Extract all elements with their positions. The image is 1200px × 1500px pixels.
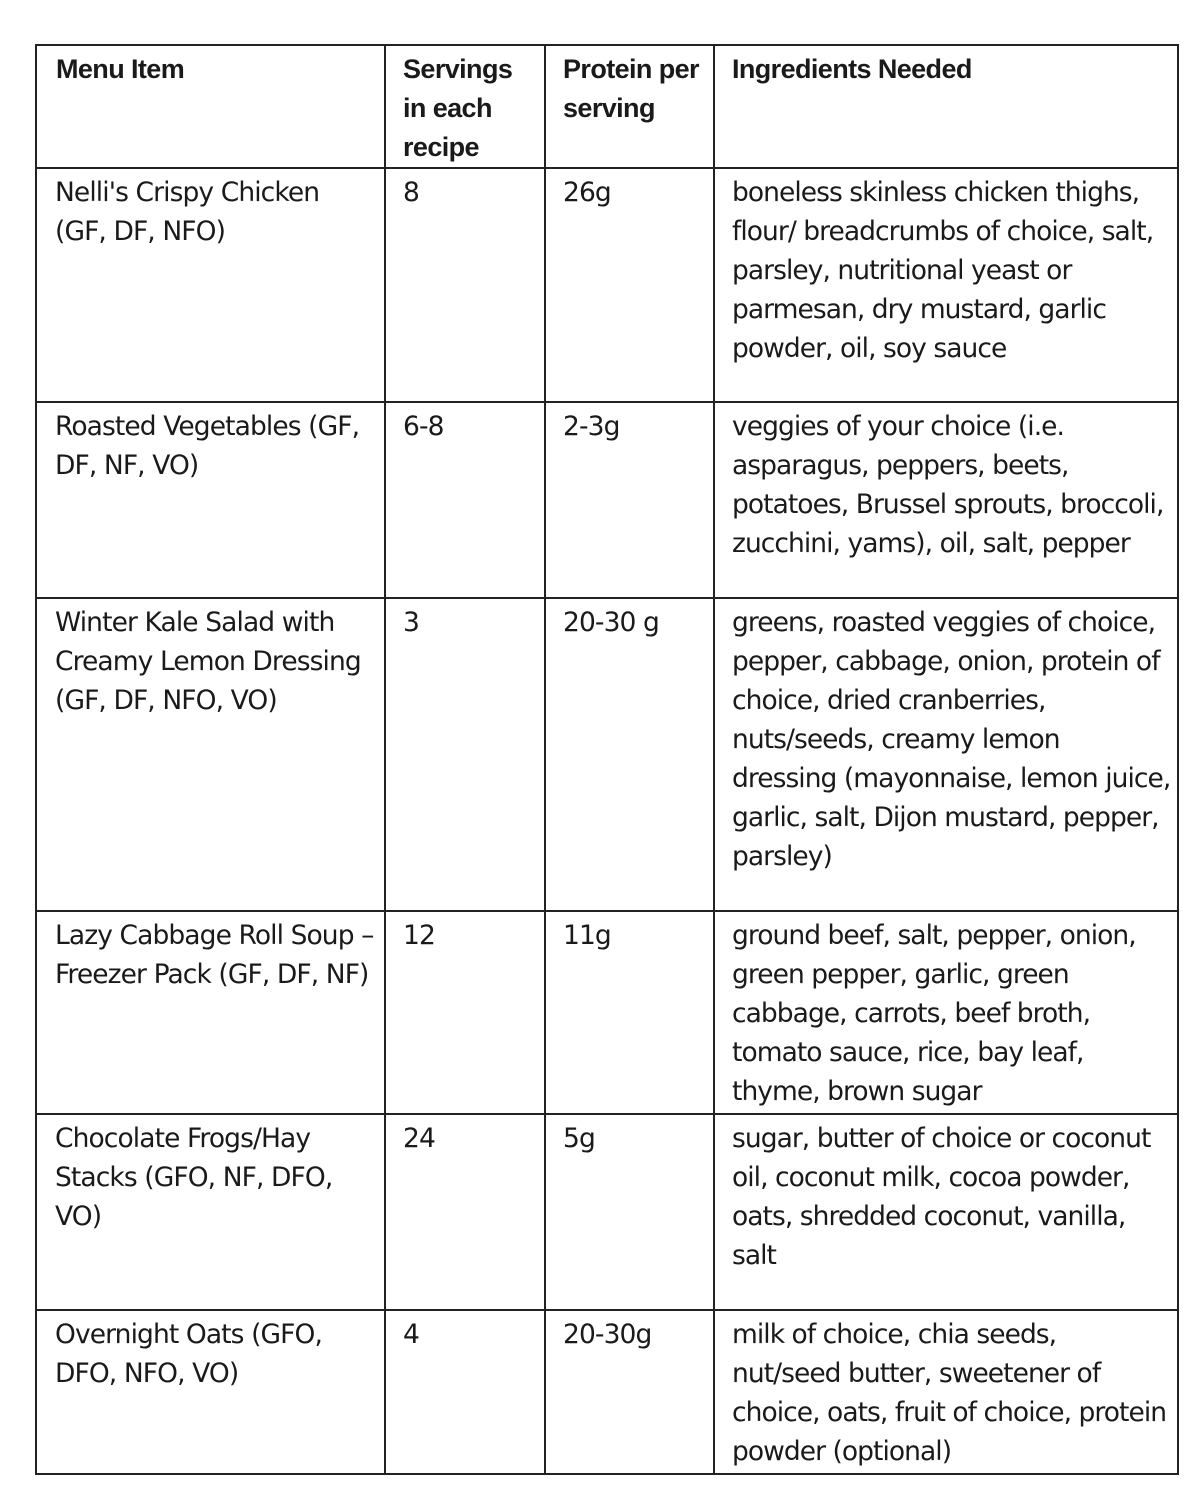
header-ingredients: Ingredients Needed: [714, 45, 1178, 168]
servings-cell: 12: [385, 911, 545, 1114]
table-row: [36, 1310, 1178, 1474]
ingredients-cell: boneless skinless chicken thighs, flour/ breadcrumbs of choice, salt, parsley, nutritional yeast or parmesan, dry mustard, garlic powder, oil, soy sauce: [714, 168, 1178, 402]
table-row: [36, 1114, 1178, 1310]
menu-item-cell: Nelli's Crispy Chicken (GF, DF, NFO): [36, 168, 385, 402]
ingredients-cell: ground beef, salt, pepper, onion, green pepper, garlic, green cabbage, carrots, beef broth, tomato sauce, rice, bay leaf, thyme, brown sugar: [714, 911, 1178, 1114]
menu-item-cell: Chocolate Frogs/Hay Stacks (GFO, NF, DFO, VO): [36, 1114, 385, 1310]
protein-cell: 2-3g: [545, 402, 714, 598]
header-row: [36, 45, 1178, 168]
protein-cell: 11g: [545, 911, 714, 1114]
menu-item-cell: Winter Kale Salad with Creamy Lemon Dressing (GF, DF, NFO, VO): [36, 598, 385, 911]
protein-cell: 5g: [545, 1114, 714, 1310]
header-menu-item: Menu Item: [36, 45, 385, 168]
ingredients-cell: greens, roasted veggies of choice, pepper, cabbage, onion, protein of choice, dried cranberries, nuts/seeds, creamy lemon dressing (mayonnaise, lemon juice, garlic, salt, Dijon mustard, pepper, parsley): [714, 598, 1178, 911]
table-row: [36, 402, 1178, 598]
menu-item-cell: Overnight Oats (GFO, DFO, NFO, VO): [36, 1310, 385, 1474]
servings-cell: 3: [385, 598, 545, 911]
servings-cell: 4: [385, 1310, 545, 1474]
table-row: [36, 911, 1178, 1114]
servings-cell: 8: [385, 168, 545, 402]
servings-cell: 24: [385, 1114, 545, 1310]
menu-table: [35, 44, 1179, 1475]
table-row: [36, 598, 1178, 911]
menu-item-cell: Lazy Cabbage Roll Soup – Freezer Pack (GF, DF, NF): [36, 911, 385, 1114]
ingredients-cell: milk of choice, chia seeds, nut/seed butter, sweetener of choice, oats, fruit of choice, protein powder (optional): [714, 1310, 1178, 1474]
table-header: [36, 45, 1178, 168]
table-row: [36, 168, 1178, 402]
header-servings: Servings in each recipe: [385, 45, 545, 168]
ingredients-cell: sugar, butter of choice or coconut oil, coconut milk, cocoa powder, oats, shredded coconut, vanilla, salt: [714, 1114, 1178, 1310]
ingredients-cell: veggies of your choice (i.e. asparagus, peppers, beets, potatoes, Brussel sprouts, broccoli, zucchini, yams), oil, salt, pepper: [714, 402, 1178, 598]
header-protein: Protein per serving: [545, 45, 714, 168]
protein-cell: 20-30g: [545, 1310, 714, 1474]
servings-cell: 6-8: [385, 402, 545, 598]
protein-cell: 26g: [545, 168, 714, 402]
table-body: [36, 168, 1178, 1474]
menu-item-cell: Roasted Vegetables (GF, DF, NF, VO): [36, 402, 385, 598]
protein-cell: 20-30 g: [545, 598, 714, 911]
